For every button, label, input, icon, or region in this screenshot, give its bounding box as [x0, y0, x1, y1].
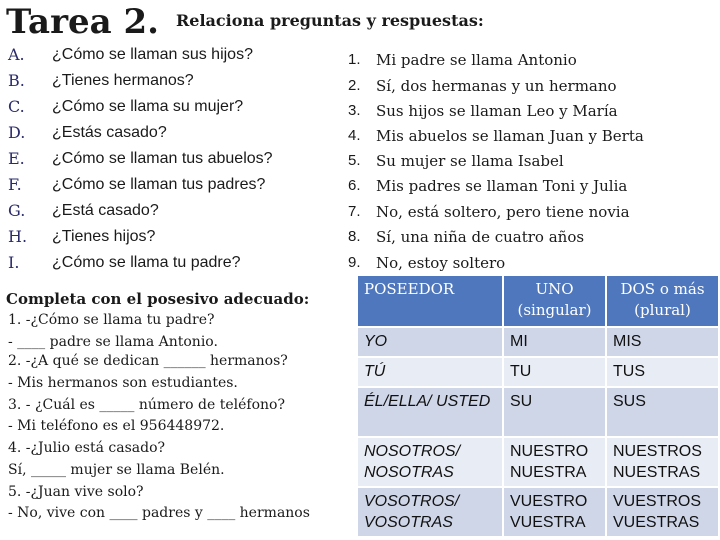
page-title: Tarea 2.: [6, 2, 159, 42]
table-header-row: [357, 275, 719, 327]
answer-text: Sí, una niña de cuatro años: [376, 228, 585, 246]
question-item: [0, 68, 340, 94]
question-item: [0, 42, 340, 68]
answer-text: Sus hijos se llaman Leo y María: [376, 102, 618, 120]
answer-number: 8.: [348, 228, 361, 245]
question-text: ¿Estás casado?: [52, 124, 167, 141]
pronoun-cell: VOSOTROS/ VOSOTRAS: [357, 487, 503, 537]
exercise-line: - Mi teléfono es el 956448972.: [8, 418, 225, 434]
singular-cell: SU: [503, 387, 606, 437]
answer-item: [348, 250, 720, 276]
question-item: [0, 172, 340, 198]
answer-text: Su mujer se llama Isabel: [376, 152, 564, 170]
exercise-line: Sí, _____ mujer se llama Belén.: [8, 462, 225, 478]
answer-text: Sí, dos hermanas y un hermano: [376, 77, 617, 95]
exercise-line: 2. -¿A qué se dedican ______ hermanos?: [8, 353, 288, 369]
question-letter: I.: [8, 253, 20, 272]
answer-text: Mi padre se llama Antonio: [376, 51, 577, 69]
table-row: [357, 487, 719, 537]
answer-number: 2.: [348, 77, 361, 94]
question-item: [0, 250, 340, 276]
answer-number: 9.: [348, 254, 361, 271]
answer-text: Mis padres se llaman Toni y Julia: [376, 177, 628, 195]
question-text: ¿Cómo se llama tu padre?: [52, 254, 241, 271]
singular-cell: NUESTRO NUESTRA: [503, 437, 606, 487]
answer-item: [348, 148, 720, 174]
answer-number: 7.: [348, 203, 361, 220]
question-item: [0, 146, 340, 172]
answer-item: [348, 123, 720, 149]
question-letter: F.: [8, 175, 22, 194]
answer-number: 6.: [348, 177, 361, 194]
plural-cell: SUS: [606, 387, 719, 437]
answer-number: 3.: [348, 102, 361, 119]
answer-text: No, está soltero, pero tiene novia: [376, 203, 630, 221]
question-item: [0, 198, 340, 224]
answer-number: 4.: [348, 127, 361, 144]
question-letter: C.: [8, 97, 25, 116]
header-cell: POSEEDOR: [357, 275, 503, 327]
question-letter: A.: [8, 45, 25, 64]
question-item: [0, 94, 340, 120]
question-text: ¿Cómo se llama su mujer?: [52, 98, 244, 115]
question-item: [0, 120, 340, 146]
question-letter: D.: [8, 123, 26, 142]
question-text: ¿Tienes hermanos?: [52, 72, 194, 89]
exercise-line: 5. -¿Juan vive solo?: [8, 484, 144, 500]
answer-item: [348, 47, 720, 73]
question-text: ¿Está casado?: [52, 202, 159, 219]
question-letter: H.: [8, 227, 28, 246]
question-text: ¿Cómo se llaman tus abuelos?: [52, 150, 273, 167]
exercise-line: - Mis hermanos son estudiantes.: [8, 375, 238, 391]
answer-text: No, estoy soltero: [376, 254, 506, 272]
answer-number: 5.: [348, 152, 361, 169]
singular-cell: TU: [503, 357, 606, 387]
question-text: ¿Cómo se llaman sus hijos?: [52, 46, 253, 63]
singular-cell: VUESTRO VUESTRA: [503, 487, 606, 537]
answer-item: [348, 224, 720, 250]
plural-cell: NUESTROS NUESTRAS: [606, 437, 719, 487]
exercise-line: 3. - ¿Cuál es _____ número de teléfono?: [8, 397, 285, 413]
singular-cell: MI: [503, 327, 606, 357]
table-row: [357, 387, 719, 437]
exercise-heading: Completa con el posesivo adecuado:: [6, 290, 310, 308]
exercise-line: 1. -¿Cómo se llama tu padre?: [8, 312, 215, 328]
exercise-line: - ____ padre se llama Antonio.: [8, 334, 218, 350]
pronoun-cell: ÉL/ELLA/ USTED: [357, 387, 503, 437]
exercise-line: - No, vive con ____ padres y ____ hermanos: [8, 505, 310, 521]
question-letter: G.: [8, 201, 26, 220]
pronoun-cell: TÚ: [357, 357, 503, 387]
plural-cell: TUS: [606, 357, 719, 387]
table-row: [357, 437, 719, 487]
answer-item: [348, 73, 720, 99]
exercise-line: 4. -¿Julio está casado?: [8, 440, 166, 456]
answer-text: Mis abuelos se llaman Juan y Berta: [376, 127, 644, 145]
header-cell: DOS o más (plural): [606, 275, 719, 327]
question-item: [0, 224, 340, 250]
pronoun-cell: NOSOTROS/ NOSOTRAS: [357, 437, 503, 487]
answer-item: [348, 98, 720, 124]
question-letter: E.: [8, 149, 25, 168]
question-text: ¿Tienes hijos?: [52, 228, 156, 245]
question-text: ¿Cómo se llaman tus padres?: [52, 176, 266, 193]
plural-cell: VUESTROS VUESTRAS: [606, 487, 719, 537]
plural-cell: MIS: [606, 327, 719, 357]
possessives-table: [356, 274, 720, 538]
answer-item: [348, 199, 720, 225]
table-row: [357, 357, 719, 387]
header-cell: UNO (singular): [503, 275, 606, 327]
answer-item: [348, 173, 720, 199]
table-row: [357, 327, 719, 357]
answer-number: 1.: [348, 51, 361, 68]
pronoun-cell: YO: [357, 327, 503, 357]
question-letter: B.: [8, 71, 25, 90]
instructions-heading: Relaciona preguntas y respuestas:: [176, 11, 484, 30]
